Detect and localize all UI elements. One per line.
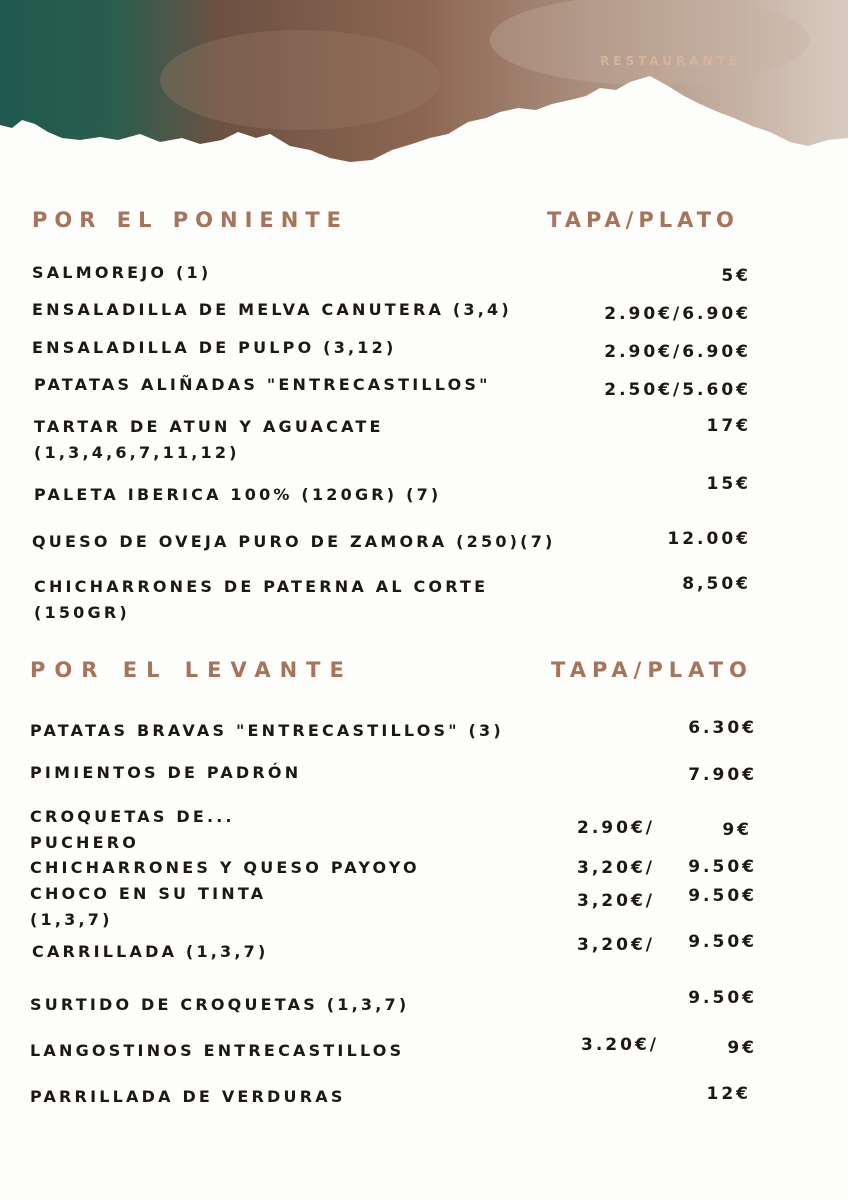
menu-item-name: PATATAS BRAVAS "ENTRECASTILLOS" (3) [30,721,504,740]
menu-item-tapa-price: 3,20€/ [577,935,655,955]
menu-item-name: SALMOREJO (1) [32,263,212,282]
menu-item-name: PALETA IBERICA 100% (120GR) (7) [34,485,442,504]
menu-item-price: 9.50€ [688,886,757,906]
menu-item-name: PIMIENTOS DE PADRÓN [30,763,302,782]
menu-item-price: 6.30€ [688,718,757,738]
brand-name: RESTAURANTE [600,54,741,68]
menu-item-price: 2.50€/5.60€ [604,380,751,400]
column-title-levante: TAPA/PLATO [551,658,753,682]
menu-item-price: 9.50€ [688,857,757,877]
menu-item-name: LANGOSTINOS ENTRECASTILLOS [30,1041,405,1060]
menu-item-name: CHICHARRONES Y QUESO PAYOYO [30,858,420,877]
menu-item-name: CHICHARRONES DE PATERNA AL CORTE (150GR) [34,577,489,622]
header-photo [0,0,848,180]
menu-item-name: ENSALADILLA DE MELVA CANUTERA (3,4) [32,300,512,319]
menu-item-name: CROQUETAS DE... PUCHERO [30,807,235,852]
menu-item-name: PARRILLADA DE VERDURAS [30,1087,346,1106]
column-title-poniente: TAPA/PLATO [547,208,739,232]
menu-item-price: 12€ [706,1084,751,1104]
menu-item-price: 9.50€ [688,932,757,952]
section-title-levante: POR EL LEVANTE [30,658,353,682]
menu-item-price: 15€ [706,474,751,494]
section-title-poniente: POR EL PONIENTE [32,208,348,232]
menu-item-name: CARRILLADA (1,3,7) [32,942,269,961]
menu-item-price: 5€ [721,266,751,286]
menu-item-tapa-price: 2.90€/ [577,818,655,838]
menu-item-tapa-price: 3,20€/ [577,858,655,878]
menu-item-name: PATATAS ALIÑADAS "ENTRECASTILLOS" [34,375,491,394]
menu-item-price: 8,50€ [682,574,751,594]
menu-item-price: 9.50€ [688,988,757,1008]
menu-item-price: 9€ [722,820,752,840]
menu-item-tapa-price: 3,20€/ [577,891,655,911]
menu-item-name: ENSALADILLA DE PULPO (3,12) [32,338,397,357]
menu-item-price: 7.90€ [688,765,757,785]
menu-item-price: 9€ [727,1038,757,1058]
menu-item-tapa-price: 3.20€/ [581,1035,659,1055]
menu-item-name: SURTIDO DE CROQUETAS (1,3,7) [30,995,410,1014]
menu-item-price: 17€ [706,416,751,436]
menu-item-price: 2.90€/6.90€ [604,304,751,324]
menu-item-name: CHOCO EN SU TINTA (1,3,7) [30,884,267,929]
menu-item-price: 12.00€ [667,529,751,549]
menu-item-name: QUESO DE OVEJA PURO DE ZAMORA (250)(7) [32,532,556,551]
menu-item-price: 2.90€/6.90€ [604,342,751,362]
menu-item-name: TARTAR DE ATUN Y AGUACATE (1,3,4,6,7,11,12) [34,417,384,462]
